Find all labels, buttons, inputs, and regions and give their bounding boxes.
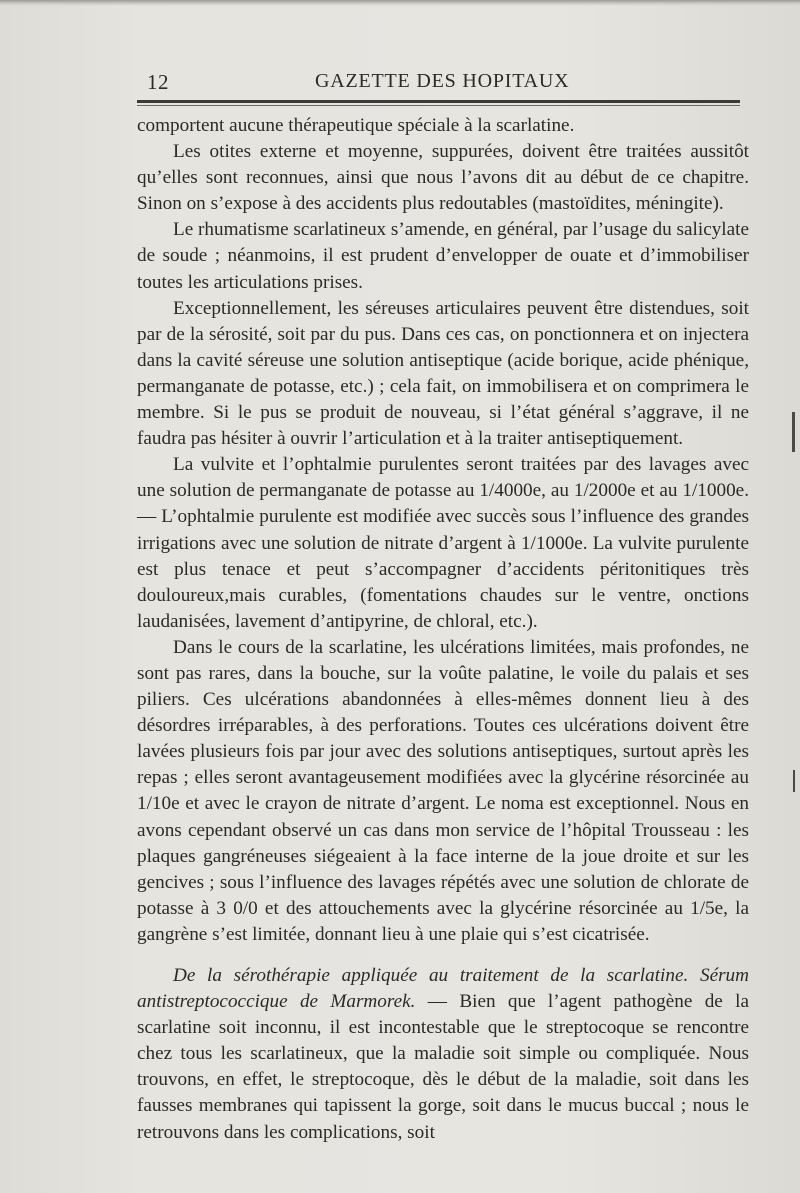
section-serotherapie [137,963,749,1146]
page-top-edge [0,0,800,6]
page-header [137,70,740,98]
paragraph-rhumatisme: Le rhumatisme scarlatineux s’amende, en général, par l’usage du salicylate de soude ; néanmoins, il est prudent d’envelopper de ouate et d’immobiliser toutes les articulations prises. [137,219,749,293]
section-title: De la sérothérapie appliquée au traitement de la scarlatine. Sérum antistreptococcique de Marmorek. [137,965,749,1013]
paragraph-sereuses: Exceptionnellement, les séreuses articulaires peuvent être distendues, soit par de la sérosité, soit par du pus. Dans ces cas, on ponctionnera et on injectera dans la cavité séreuse une solution antiseptique (acide borique, acide phénique, permanganate de potasse, etc.) ; cela fait, on immobilisera et on comprimera le membre. Si le pus se produit de nouveau, si l’état général s’aggrave, il ne faudra pas hésiter à ouvrir l’articulation et à la traiter antiseptiquement. [137,297,749,450]
paragraph-continued: comportent aucune thérapeutique spéciale à la scarlatine. [137,115,575,136]
running-title: GAZETTE DES HOPITAUX [315,70,570,92]
header-rule-thin [137,105,740,106]
margin-mark [793,770,795,792]
paragraph-otites: Les otites externe et moyenne, suppurées, doivent être traitées aussitôt qu’elles sont reconnues, ainsi que nous l’avons dit au début de ce chapitre. Sinon on s’expose à des accidents plus redoutables (mastoïdites, méningite). [137,141,749,215]
section-text: — Bien que l’agent pathogène de la scarlatine soit inconnu, il est incontestable que le streptocoque se rencontre chez tous les scarlatineux, que la maladie soit simple ou compliquée. Nous trouvons, en effet, le streptocoque, dès le début de la maladie, soit dans les fausses membranes qui tapissent la gorge, soit dans le mucus buccal ; nous le retrouvons dans les complications, soit [137,991,749,1143]
paragraph-ulcerations: Dans le cours de la scarlatine, les ulcérations limitées, mais profondes, ne sont pas rares, dans la bouche, sur la voûte palatine, le voile du palais et ses piliers. Ces ulcérations abandonnées à elles-mêmes donnent lieu à des désordres irréparables, à des perforations. Toutes ces ulcérations doivent être lavées plusieurs fois par jour avec des solutions antiseptiques, surtout après les repas ; elles seront avantageusement modifiées avec la glycérine résorcinée au 1/10e et avec le crayon de nitrate d’argent. Le noma est exceptionnel. Nous en avons cependant observé un cas dans mon service de l’hôpital Trousseau : les plaques gangréneuses siégeaient à la face interne de la joue droite et sur les gencives ; sous l’influence des lavages répétés avec une solution de chlorate de potasse à 3 0/0 et des attouchements avec la glycérine résorcinée au 1/5e, la gangrène s’est limitée, donnant lieu à une plaie qui s’est cicatrisée. [137,636,749,945]
margin-mark [792,412,795,452]
body-text [137,113,749,1146]
paragraph-vulvite: La vulvite et l’ophtalmie purulentes seront traitées par des lavages avec une solution de permanganate de potasse au 1/4000e, au 1/2000e et au 1/1000e.— L’ophtalmie purulente est modifiée avec succès sous l’influence des grandes irrigations avec une solution de nitrate d’argent à 1/1000e. La vulvite purulente est plus tenace et peut s’accompagner d’accidents péritonitiques très douloureux,mais curables, (fomentations chaudes sur le ventre, onctions laudanisées, lavement d’antipyrine, de chloral, etc.). [137,454,749,632]
page-number: 12 [147,70,169,94]
header-rule [137,100,740,103]
